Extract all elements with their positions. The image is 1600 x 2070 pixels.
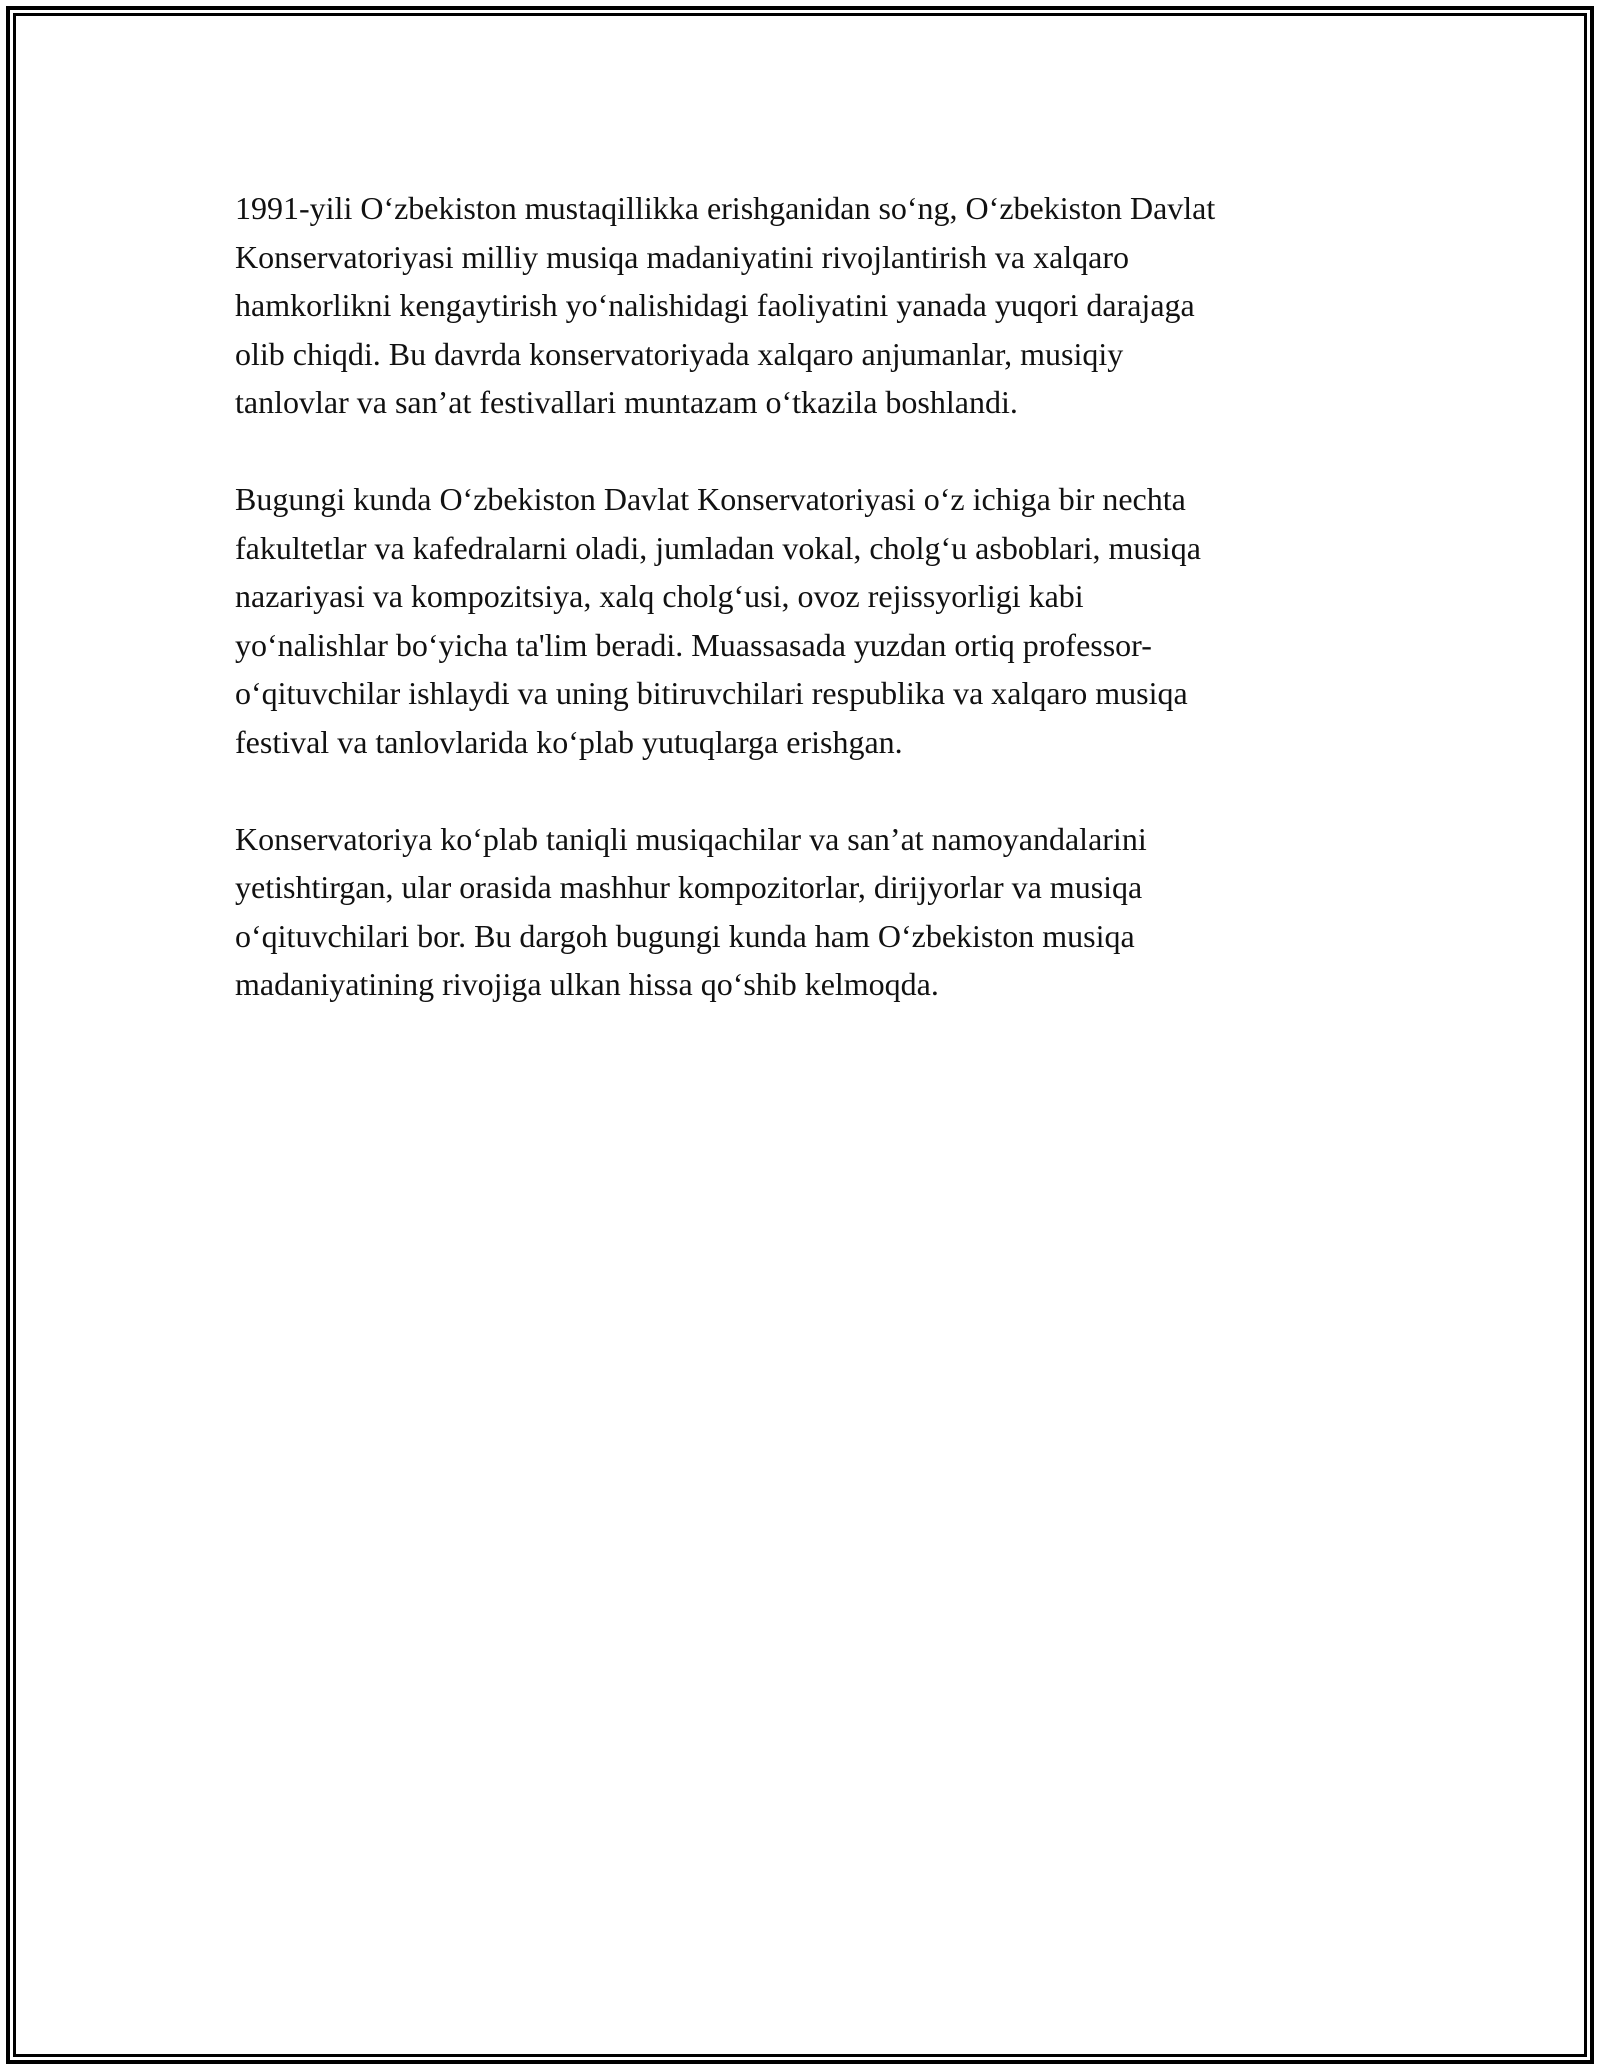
paragraph-independence xyxy=(235,184,1365,427)
paragraph-faculties xyxy=(235,475,1365,766)
text-line: yetishtirgan, ular orasida mashhur kompozitorlar, dirijyorlar va musiqa xyxy=(235,869,1143,905)
paragraph-alumni xyxy=(235,815,1365,1009)
text-line: tanlovlar va san’at festivallari muntazam o‘tkazila boshlandi. xyxy=(235,384,1018,420)
text-line: yo‘nalishlar bo‘yicha ta'lim beradi. Muassasada yuzdan ortiq professor- xyxy=(235,626,1152,663)
text-line: fakultetlar va kafedralarni oladi, jumladan vokal, cholg‘u asboblari, musiqa xyxy=(235,529,1201,566)
text-line: Konservatoriyasi milliy musiqa madaniyatini rivojlantirish va xalqaro xyxy=(235,238,1130,275)
text-line: olib chiqdi. Bu davrda konservatoriyada xalqaro anjumanlar, musiqiy xyxy=(235,335,1124,372)
text-line: hamkorlikni kengaytirish yo‘nalishidagi faoliyatini yanada yuqori darajaga xyxy=(235,287,1195,323)
text-line: o‘qituvchilar ishlaydi va uning bitiruvchilari respublika va xalqaro musiqa xyxy=(235,675,1188,711)
text-line: festival va tanlovlarida ko‘plab yutuqlarga erishgan. xyxy=(235,723,903,760)
text-line: 1991-yili O‘zbekiston mustaqillikka erishganidan so‘ng, O‘zbekiston Davlat xyxy=(235,190,1216,226)
document-body xyxy=(235,184,1365,1057)
text-line: madaniyatining rivojiga ulkan hissa qo‘shib kelmoqda. xyxy=(235,966,939,1002)
text-line: nazariyasi va kompozitsiya, xalq cholg‘usi, ovoz rejissyorligi kabi xyxy=(235,578,1084,614)
text-line: Konservatoriya ko‘plab taniqli musiqachilar va san’at namoyandalarini xyxy=(235,820,1147,857)
text-line: Bugungi kunda O‘zbekiston Davlat Konservatoriyasi o‘z ichiga bir nechta xyxy=(235,481,1186,517)
text-line: o‘qituvchilari bor. Bu dargoh bugungi kunda ham O‘zbekiston musiqa xyxy=(235,917,1135,954)
